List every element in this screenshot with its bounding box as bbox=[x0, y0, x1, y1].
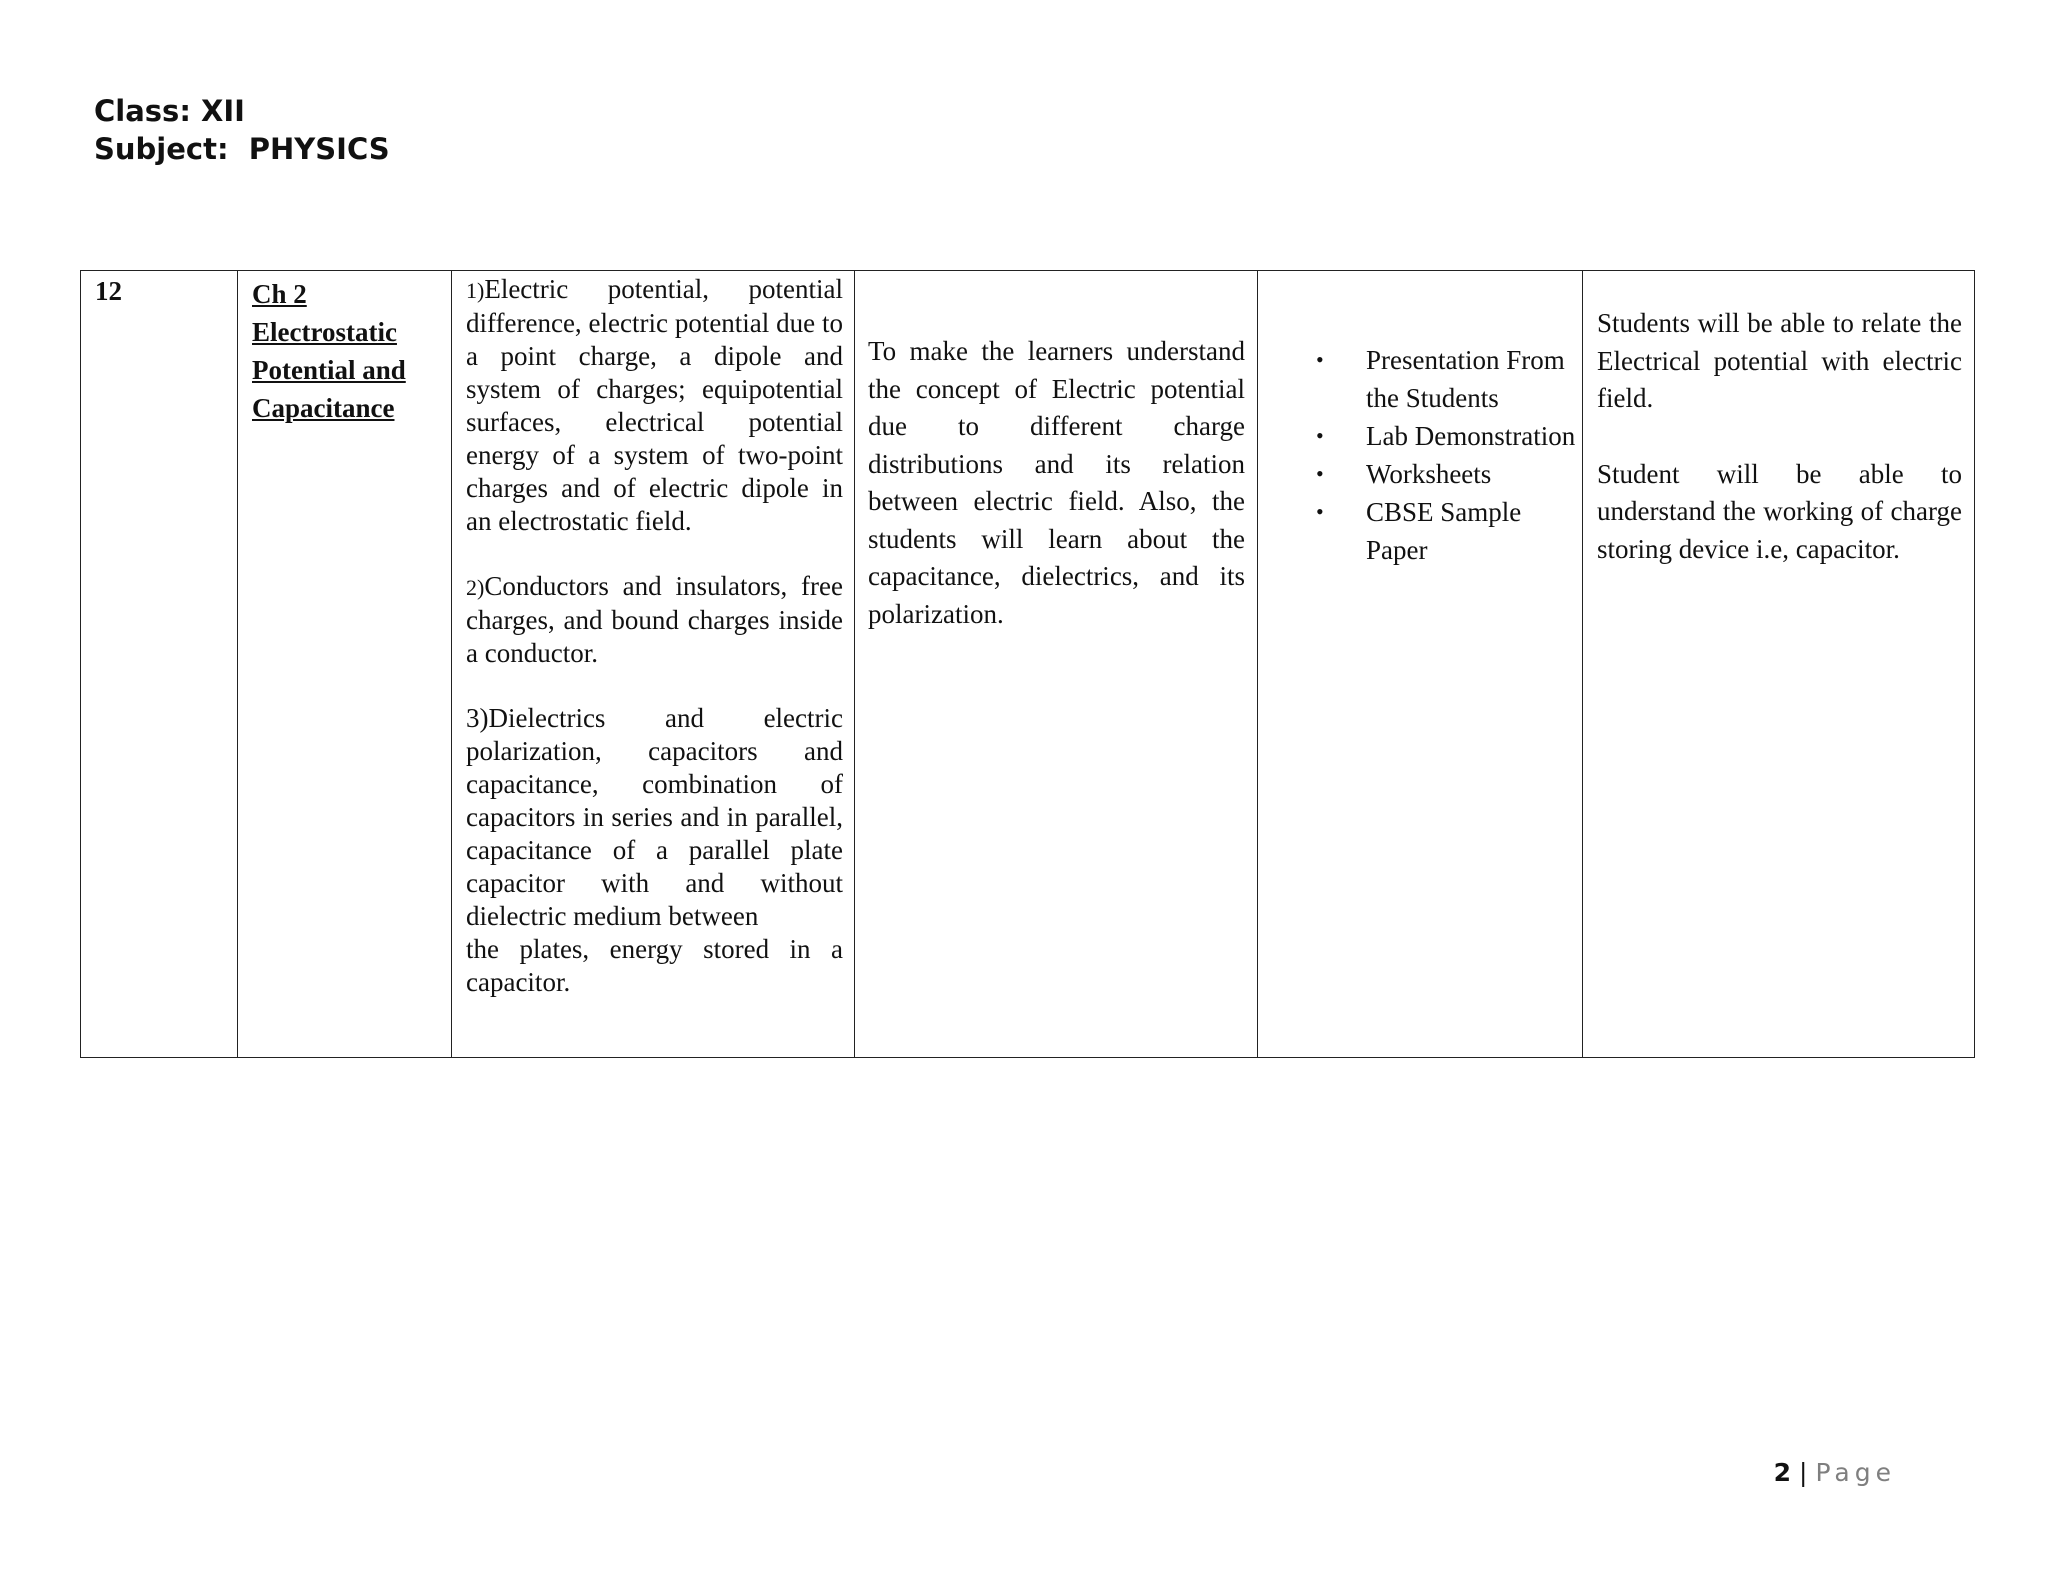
chapter-line: Ch 2 bbox=[252, 279, 307, 309]
activity-label: Lab Demonstration bbox=[1366, 421, 1576, 451]
subject-label: Subject: PHYSICS bbox=[94, 132, 390, 166]
page-number: 2 bbox=[1773, 1458, 1792, 1487]
cell-number bbox=[81, 271, 238, 1058]
content-item-number: 3) bbox=[466, 703, 489, 733]
page-separator: | bbox=[1799, 1458, 1808, 1487]
bullet-icon: • bbox=[1316, 423, 1324, 448]
cell-content bbox=[452, 271, 855, 1058]
table-row bbox=[81, 271, 1975, 1058]
content-item-number: 1) bbox=[466, 278, 485, 303]
document-header bbox=[94, 92, 390, 168]
activities-list bbox=[1258, 271, 1582, 569]
content-item bbox=[466, 702, 843, 999]
bullet-icon: • bbox=[1316, 461, 1324, 486]
activity-label: Presentation From the Students bbox=[1366, 345, 1565, 413]
row-number: 12 bbox=[95, 276, 122, 306]
cell-activities bbox=[1258, 271, 1583, 1058]
content-item bbox=[466, 273, 843, 538]
bullet-icon: • bbox=[1316, 499, 1324, 524]
chapter-line: Capacitance bbox=[252, 393, 395, 423]
learning-objective: To make the learners understand the concept of Electric potential due to different charge distributions and its relation between electric field. Also, the students will learn about the capacitance, dielectrics, and its polarization. bbox=[868, 336, 1245, 629]
outcome-item: Student will be able to understand the working of charge storing device i.e, capacitor. bbox=[1597, 458, 1962, 564]
cell-chapter bbox=[238, 271, 452, 1058]
learning-outcomes bbox=[1583, 271, 1974, 568]
list-item bbox=[1258, 417, 1582, 455]
page-label: Page bbox=[1815, 1458, 1896, 1487]
chapter-line: Electrostatic bbox=[252, 317, 397, 347]
lesson-plan-table bbox=[80, 270, 1975, 1058]
list-item bbox=[1258, 493, 1582, 569]
activity-label: Worksheets bbox=[1366, 459, 1492, 489]
activity-label: CBSE Sample Paper bbox=[1366, 497, 1522, 565]
outcome-item: Students will be able to relate the Electrical potential with electric field. bbox=[1597, 308, 1962, 413]
chapter-title bbox=[238, 271, 451, 431]
content-item-text: Electric potential, potential difference, electric potential due to a point charge, a dipole and system of charges; equipotential surfaces, electrical potential energy of a system of two-point charges and of electric dipole in an electrostatic field. bbox=[466, 274, 843, 536]
cell-objective bbox=[855, 271, 1258, 1058]
class-label: Class: XII bbox=[94, 94, 245, 128]
cell-outcomes bbox=[1583, 271, 1975, 1058]
content-item bbox=[466, 570, 843, 670]
list-item bbox=[1258, 341, 1582, 417]
content-text bbox=[452, 271, 854, 999]
bullet-icon: • bbox=[1316, 347, 1324, 372]
page-footer bbox=[1774, 1458, 1896, 1487]
content-item-number: 2) bbox=[466, 575, 485, 600]
content-item-continuation: the plates, energy stored in a capacitor. bbox=[466, 934, 843, 997]
content-item-text: Dielectrics and electric polarization, capacitors and capacitance, combination of capacitors in series and in parallel, capacitance of a parallel plate capacitor with and without dielectric medium between bbox=[466, 703, 843, 931]
chapter-line: Potential and bbox=[252, 355, 406, 385]
content-item-text: Conductors and insulators, free charges, and bound charges inside a conductor. bbox=[466, 571, 843, 668]
list-item bbox=[1258, 455, 1582, 493]
